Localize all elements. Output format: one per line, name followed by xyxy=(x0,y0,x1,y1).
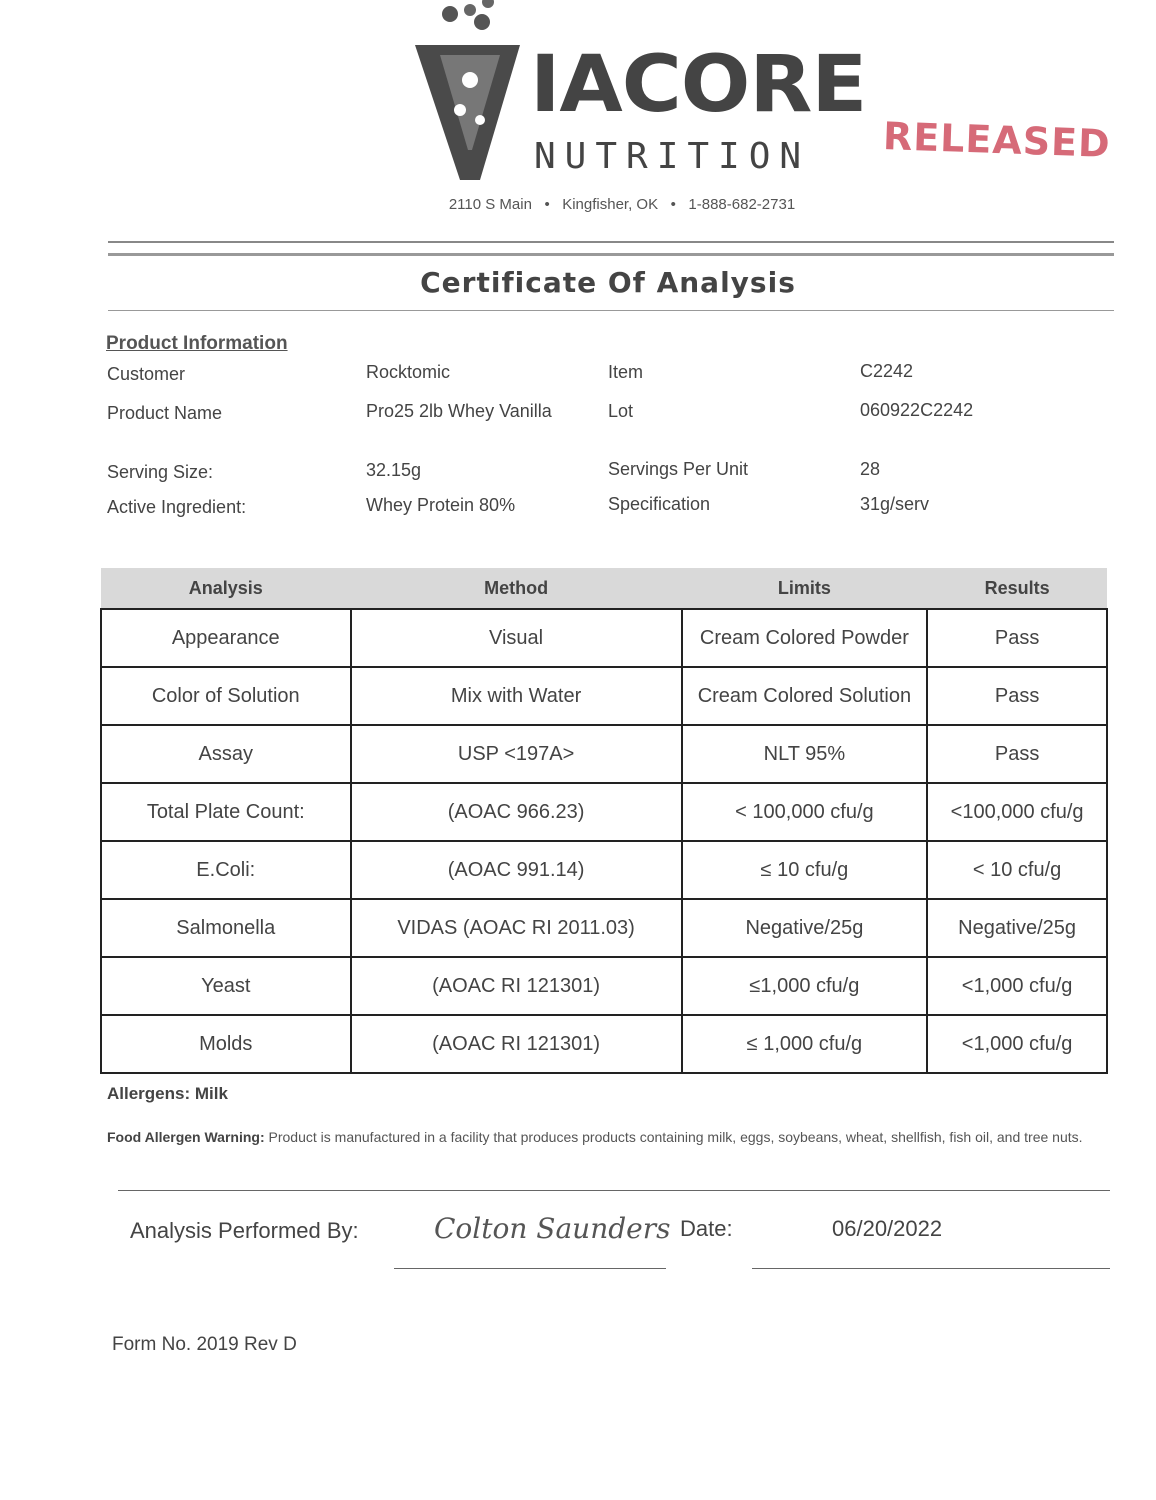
analysis-cell: Molds xyxy=(101,1015,351,1073)
method-cell: VIDAS (AOAC RI 2011.03) xyxy=(351,899,682,957)
method-cell: USP <197A> xyxy=(351,725,682,783)
analysis-cell: E.Coli: xyxy=(101,841,351,899)
analysis-cell: Appearance xyxy=(101,609,351,667)
analysis-cell: Yeast xyxy=(101,957,351,1015)
released-stamp: RELEASED xyxy=(882,114,1112,166)
serving-size-value: 32.15g xyxy=(366,460,422,480)
lot-value: 060922C2242 xyxy=(860,400,974,420)
signature-line xyxy=(394,1268,666,1269)
limits-cell: Cream Colored Solution xyxy=(682,667,928,725)
limits-cell: < 100,000 cfu/g xyxy=(682,783,928,841)
analysis-cell: Salmonella xyxy=(101,899,351,957)
table-row xyxy=(101,667,1107,725)
address-separator: • xyxy=(544,196,550,213)
column-header-analysis: Analysis xyxy=(101,568,351,609)
results-cell: Pass xyxy=(927,725,1107,783)
address-street: 2110 S Main xyxy=(448,196,532,213)
address-phone: 1-888-682-2731 xyxy=(688,196,796,213)
table-row xyxy=(101,899,1107,957)
results-cell: Pass xyxy=(927,609,1107,667)
limits-cell: ≤ 10 cfu/g xyxy=(682,841,928,899)
table-row xyxy=(101,609,1107,667)
limits-cell: ≤1,000 cfu/g xyxy=(682,957,928,1015)
specification-value: 31g/serv xyxy=(860,494,930,514)
brand-subtitle: NUTRITION xyxy=(534,136,811,177)
lot-label: Lot xyxy=(608,401,634,421)
divider xyxy=(118,1190,1110,1191)
method-cell: (AOAC 966.23) xyxy=(351,783,682,841)
method-cell: Mix with Water xyxy=(351,667,682,725)
divider xyxy=(108,253,1114,256)
results-cell: < 10 cfu/g xyxy=(927,841,1107,899)
analysis-table xyxy=(100,568,1108,1074)
allergens-line: Allergens: Milk xyxy=(107,1084,228,1103)
document-title: Certificate Of Analysis xyxy=(420,266,796,299)
serving-size-label: Serving Size: xyxy=(107,462,214,482)
servings-per-unit-label: Servings Per Unit xyxy=(608,459,749,479)
date-value: 06/20/2022 xyxy=(832,1216,943,1241)
column-header-limits: Limits xyxy=(682,568,928,609)
specification-label: Specification xyxy=(608,494,711,514)
limits-cell: Negative/25g xyxy=(682,899,928,957)
results-cell: Pass xyxy=(927,667,1107,725)
servings-per-unit-value: 28 xyxy=(860,459,881,479)
analysis-cell: Color of Solution xyxy=(101,667,351,725)
form-number: Form No. 2019 Rev D xyxy=(112,1334,297,1355)
product-name-value: Pro25 2lb Whey Vanilla xyxy=(366,401,552,421)
method-cell: (AOAC RI 121301) xyxy=(351,957,682,1015)
item-value: C2242 xyxy=(860,361,914,381)
analysis-cell: Total Plate Count: xyxy=(101,783,351,841)
limits-cell: ≤ 1,000 cfu/g xyxy=(682,1015,928,1073)
address-separator: • xyxy=(670,196,676,213)
results-cell: <100,000 cfu/g xyxy=(927,783,1107,841)
column-header-results: Results xyxy=(927,568,1107,609)
item-label: Item xyxy=(608,362,644,382)
analyst-signature: Colton Saunders xyxy=(434,1212,671,1245)
results-cell: Negative/25g xyxy=(927,899,1107,957)
table-row xyxy=(101,725,1107,783)
results-cell: <1,000 cfu/g xyxy=(927,1015,1107,1073)
product-name-label: Product Name xyxy=(107,403,223,423)
date-label: Date: xyxy=(680,1216,733,1241)
company-address xyxy=(0,196,1156,213)
brand-wordmark: IACORE xyxy=(530,40,867,130)
results-cell: <1,000 cfu/g xyxy=(927,957,1107,1015)
active-ingredient-label: Active Ingredient: xyxy=(107,497,247,517)
table-row xyxy=(101,957,1107,1015)
table-row xyxy=(101,783,1107,841)
customer-label: Customer xyxy=(107,364,186,384)
divider xyxy=(108,310,1114,311)
date-line xyxy=(752,1268,1110,1269)
table-header-row xyxy=(101,568,1107,609)
active-ingredient-value: Whey Protein 80% xyxy=(366,495,516,515)
product-info-heading: Product Information xyxy=(106,333,288,354)
limits-cell: NLT 95% xyxy=(682,725,928,783)
analysis-cell: Assay xyxy=(101,725,351,783)
method-cell: (AOAC 991.14) xyxy=(351,841,682,899)
allergen-warning-label: Food Allergen Warning: xyxy=(107,1129,265,1145)
performed-by-label: Analysis Performed By: xyxy=(130,1218,359,1243)
column-header-method: Method xyxy=(351,568,682,609)
divider xyxy=(108,241,1114,243)
table-row xyxy=(101,841,1107,899)
method-cell: (AOAC RI 121301) xyxy=(351,1015,682,1073)
address-city: Kingfisher, OK xyxy=(562,196,659,213)
allergen-warning-text: Product is manufactured in a facility that produces products containing milk, eggs, soybeans, wheat, shellfish, fish oil, and tree nuts. xyxy=(268,1129,1083,1145)
customer-value: Rocktomic xyxy=(366,362,451,382)
limits-cell: Cream Colored Powder xyxy=(682,609,928,667)
allergen-warning xyxy=(107,1127,1117,1147)
table-row xyxy=(101,1015,1107,1073)
method-cell: Visual xyxy=(351,609,682,667)
